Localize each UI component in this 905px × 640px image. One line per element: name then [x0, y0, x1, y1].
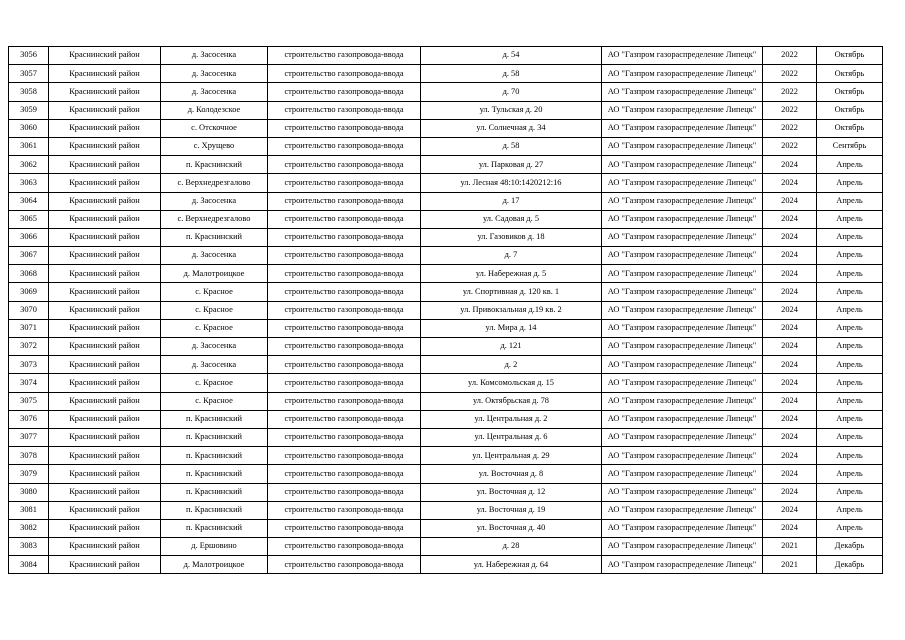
district-cell: Краснинский район — [49, 156, 161, 174]
year-cell: 2024 — [763, 319, 817, 337]
row-number-cell: 3078 — [9, 447, 49, 465]
organization-cell: АО "Газпром газораспределение Липецк" — [602, 319, 763, 337]
table-row — [9, 192, 883, 210]
district-cell: Краснинский район — [49, 356, 161, 374]
work-type-cell: строительство газопровода-ввода — [268, 338, 421, 356]
month-cell: Апрель — [817, 192, 883, 210]
work-type-cell: строительство газопровода-ввода — [268, 483, 421, 501]
month-cell: Сентябрь — [817, 137, 883, 155]
work-type-cell: строительство газопровода-ввода — [268, 465, 421, 483]
year-cell: 2024 — [763, 247, 817, 265]
address-cell: д. 58 — [421, 137, 602, 155]
row-number-cell: 3082 — [9, 519, 49, 537]
table-row — [9, 47, 883, 65]
work-type-cell: строительство газопровода-ввода — [268, 538, 421, 556]
year-cell: 2024 — [763, 501, 817, 519]
table-row — [9, 356, 883, 374]
row-number-cell: 3083 — [9, 538, 49, 556]
month-cell: Апрель — [817, 465, 883, 483]
row-number-cell: 3069 — [9, 283, 49, 301]
month-cell: Апрель — [817, 283, 883, 301]
row-number-cell: 3080 — [9, 483, 49, 501]
organization-cell: АО "Газпром газораспределение Липецк" — [602, 228, 763, 246]
row-number-cell: 3068 — [9, 265, 49, 283]
district-cell: Краснинский район — [49, 137, 161, 155]
year-cell: 2022 — [763, 65, 817, 83]
table-row — [9, 519, 883, 537]
district-cell: Краснинский район — [49, 83, 161, 101]
locality-cell: с. Хрущево — [161, 137, 268, 155]
district-cell: Краснинский район — [49, 538, 161, 556]
locality-cell: п. Краснинский — [161, 465, 268, 483]
organization-cell: АО "Газпром газораспределение Липецк" — [602, 483, 763, 501]
address-cell: д. 58 — [421, 65, 602, 83]
table-row — [9, 119, 883, 137]
table-row — [9, 428, 883, 446]
work-type-cell: строительство газопровода-ввода — [268, 319, 421, 337]
month-cell: Апрель — [817, 392, 883, 410]
row-number-cell: 3072 — [9, 338, 49, 356]
row-number-cell: 3084 — [9, 556, 49, 574]
month-cell: Апрель — [817, 410, 883, 428]
work-type-cell: строительство газопровода-ввода — [268, 65, 421, 83]
row-number-cell: 3077 — [9, 428, 49, 446]
year-cell: 2024 — [763, 483, 817, 501]
locality-cell: д. Ершовино — [161, 538, 268, 556]
row-number-cell: 3079 — [9, 465, 49, 483]
work-type-cell: строительство газопровода-ввода — [268, 356, 421, 374]
address-cell: д. 17 — [421, 192, 602, 210]
locality-cell: д. Засосенка — [161, 247, 268, 265]
address-cell: д. 54 — [421, 47, 602, 65]
work-type-cell: строительство газопровода-ввода — [268, 156, 421, 174]
district-cell: Краснинский район — [49, 65, 161, 83]
locality-cell: п. Краснинский — [161, 483, 268, 501]
work-type-cell: строительство газопровода-ввода — [268, 519, 421, 537]
address-cell: д. 28 — [421, 538, 602, 556]
address-cell: д. 121 — [421, 338, 602, 356]
table-row — [9, 501, 883, 519]
work-type-cell: строительство газопровода-ввода — [268, 501, 421, 519]
table-row — [9, 137, 883, 155]
district-cell: Краснинский район — [49, 192, 161, 210]
organization-cell: АО "Газпром газораспределение Липецк" — [602, 465, 763, 483]
work-type-cell: строительство газопровода-ввода — [268, 392, 421, 410]
row-number-cell: 3058 — [9, 83, 49, 101]
work-type-cell: строительство газопровода-ввода — [268, 447, 421, 465]
table-row — [9, 556, 883, 574]
year-cell: 2024 — [763, 465, 817, 483]
table-row — [9, 210, 883, 228]
locality-cell: с. Верхнедрезгалово — [161, 210, 268, 228]
locality-cell: с. Красное — [161, 283, 268, 301]
table-row — [9, 156, 883, 174]
row-number-cell: 3066 — [9, 228, 49, 246]
district-cell: Краснинский район — [49, 338, 161, 356]
row-number-cell: 3071 — [9, 319, 49, 337]
year-cell: 2024 — [763, 519, 817, 537]
row-number-cell: 3067 — [9, 247, 49, 265]
organization-cell: АО "Газпром газораспределение Липецк" — [602, 338, 763, 356]
organization-cell: АО "Газпром газораспределение Липецк" — [602, 301, 763, 319]
table-row — [9, 228, 883, 246]
year-cell: 2024 — [763, 410, 817, 428]
organization-cell: АО "Газпром газораспределение Липецк" — [602, 356, 763, 374]
locality-cell: д. Засосенка — [161, 83, 268, 101]
year-cell: 2024 — [763, 156, 817, 174]
address-cell: ул. Газовиков д. 18 — [421, 228, 602, 246]
row-number-cell: 3059 — [9, 101, 49, 119]
month-cell: Октябрь — [817, 101, 883, 119]
organization-cell: АО "Газпром газораспределение Липецк" — [602, 247, 763, 265]
year-cell: 2021 — [763, 538, 817, 556]
organization-cell: АО "Газпром газораспределение Липецк" — [602, 556, 763, 574]
organization-cell: АО "Газпром газораспределение Липецк" — [602, 428, 763, 446]
row-number-cell: 3065 — [9, 210, 49, 228]
locality-cell: п. Краснинский — [161, 410, 268, 428]
work-type-cell: строительство газопровода-ввода — [268, 301, 421, 319]
locality-cell: д. Засосенка — [161, 356, 268, 374]
month-cell: Октябрь — [817, 47, 883, 65]
month-cell: Апрель — [817, 374, 883, 392]
organization-cell: АО "Газпром газораспределение Липецк" — [602, 501, 763, 519]
work-type-cell: строительство газопровода-ввода — [268, 137, 421, 155]
district-cell: Краснинский район — [49, 301, 161, 319]
month-cell: Апрель — [817, 519, 883, 537]
year-cell: 2024 — [763, 338, 817, 356]
table-row — [9, 174, 883, 192]
row-number-cell: 3064 — [9, 192, 49, 210]
work-type-cell: строительство газопровода-ввода — [268, 247, 421, 265]
row-number-cell: 3056 — [9, 47, 49, 65]
year-cell: 2022 — [763, 47, 817, 65]
organization-cell: АО "Газпром газораспределение Липецк" — [602, 101, 763, 119]
year-cell: 2024 — [763, 192, 817, 210]
month-cell: Апрель — [817, 447, 883, 465]
address-cell: ул. Центральная д. 6 — [421, 428, 602, 446]
table-row — [9, 265, 883, 283]
organization-cell: АО "Газпром газораспределение Липецк" — [602, 119, 763, 137]
month-cell: Апрель — [817, 483, 883, 501]
year-cell: 2024 — [763, 374, 817, 392]
year-cell: 2022 — [763, 101, 817, 119]
organization-cell: АО "Газпром газораспределение Липецк" — [602, 392, 763, 410]
locality-cell: п. Краснинский — [161, 501, 268, 519]
address-cell: д. 2 — [421, 356, 602, 374]
month-cell: Апрель — [817, 356, 883, 374]
locality-cell: д. Малотроицкое — [161, 265, 268, 283]
address-cell: ул. Восточная д. 40 — [421, 519, 602, 537]
work-type-cell: строительство газопровода-ввода — [268, 556, 421, 574]
organization-cell: АО "Газпром газораспределение Липецк" — [602, 538, 763, 556]
table-row — [9, 101, 883, 119]
locality-cell: с. Красное — [161, 392, 268, 410]
work-type-cell: строительство газопровода-ввода — [268, 83, 421, 101]
table-row — [9, 447, 883, 465]
work-type-cell: строительство газопровода-ввода — [268, 428, 421, 446]
district-cell: Краснинский район — [49, 556, 161, 574]
locality-cell: д. Засосенка — [161, 192, 268, 210]
year-cell: 2024 — [763, 174, 817, 192]
year-cell: 2024 — [763, 283, 817, 301]
organization-cell: АО "Газпром газораспределение Липецк" — [602, 283, 763, 301]
year-cell: 2024 — [763, 392, 817, 410]
table-row — [9, 283, 883, 301]
month-cell: Октябрь — [817, 83, 883, 101]
year-cell: 2024 — [763, 228, 817, 246]
gas-connection-table — [8, 46, 883, 574]
table-row — [9, 410, 883, 428]
month-cell: Апрель — [817, 265, 883, 283]
locality-cell: с. Отскочное — [161, 119, 268, 137]
month-cell: Апрель — [817, 301, 883, 319]
row-number-cell: 3074 — [9, 374, 49, 392]
locality-cell: д. Малотроицкое — [161, 556, 268, 574]
organization-cell: АО "Газпром газораспределение Липецк" — [602, 174, 763, 192]
month-cell: Апрель — [817, 501, 883, 519]
district-cell: Краснинский район — [49, 210, 161, 228]
locality-cell: п. Краснинский — [161, 228, 268, 246]
month-cell: Апрель — [817, 174, 883, 192]
organization-cell: АО "Газпром газораспределение Липецк" — [602, 47, 763, 65]
district-cell: Краснинский район — [49, 319, 161, 337]
address-cell: ул. Восточная д. 12 — [421, 483, 602, 501]
address-cell: ул. Центральная д. 29 — [421, 447, 602, 465]
organization-cell: АО "Газпром газораспределение Липецк" — [602, 137, 763, 155]
year-cell: 2024 — [763, 428, 817, 446]
row-number-cell: 3060 — [9, 119, 49, 137]
address-cell: ул. Комсомольская д. 15 — [421, 374, 602, 392]
locality-cell: д. Засосенка — [161, 65, 268, 83]
district-cell: Краснинский район — [49, 119, 161, 137]
district-cell: Краснинский район — [49, 428, 161, 446]
address-cell: ул. Парковая д. 27 — [421, 156, 602, 174]
address-cell: д. 7 — [421, 247, 602, 265]
district-cell: Краснинский район — [49, 283, 161, 301]
district-cell: Краснинский район — [49, 265, 161, 283]
work-type-cell: строительство газопровода-ввода — [268, 192, 421, 210]
table-row — [9, 483, 883, 501]
locality-cell: с. Красное — [161, 301, 268, 319]
district-cell: Краснинский район — [49, 447, 161, 465]
work-type-cell: строительство газопровода-ввода — [268, 101, 421, 119]
organization-cell: АО "Газпром газораспределение Липецк" — [602, 519, 763, 537]
work-type-cell: строительство газопровода-ввода — [268, 174, 421, 192]
district-cell: Краснинский район — [49, 410, 161, 428]
address-cell: ул. Октябрьская д. 78 — [421, 392, 602, 410]
district-cell: Краснинский район — [49, 47, 161, 65]
district-cell: Краснинский район — [49, 174, 161, 192]
year-cell: 2024 — [763, 447, 817, 465]
work-type-cell: строительство газопровода-ввода — [268, 265, 421, 283]
locality-cell: п. Краснинский — [161, 428, 268, 446]
address-cell: ул. Набережная д. 5 — [421, 265, 602, 283]
locality-cell: п. Краснинский — [161, 519, 268, 537]
address-cell: ул. Солнечная д. 34 — [421, 119, 602, 137]
locality-cell: п. Краснинский — [161, 447, 268, 465]
district-cell: Краснинский район — [49, 392, 161, 410]
work-type-cell: строительство газопровода-ввода — [268, 410, 421, 428]
work-type-cell: строительство газопровода-ввода — [268, 374, 421, 392]
address-cell: ул. Мира д. 14 — [421, 319, 602, 337]
year-cell: 2021 — [763, 556, 817, 574]
locality-cell: с. Красное — [161, 374, 268, 392]
row-number-cell: 3057 — [9, 65, 49, 83]
table-row — [9, 65, 883, 83]
month-cell: Декабрь — [817, 556, 883, 574]
table-row — [9, 465, 883, 483]
address-cell: ул. Восточная д. 8 — [421, 465, 602, 483]
organization-cell: АО "Газпром газораспределение Липецк" — [602, 374, 763, 392]
month-cell: Октябрь — [817, 65, 883, 83]
table-row — [9, 247, 883, 265]
organization-cell: АО "Газпром газораспределение Липецк" — [602, 65, 763, 83]
address-cell: д. 70 — [421, 83, 602, 101]
row-number-cell: 3070 — [9, 301, 49, 319]
row-number-cell: 3073 — [9, 356, 49, 374]
table-row — [9, 392, 883, 410]
district-cell: Краснинский район — [49, 465, 161, 483]
district-cell: Краснинский район — [49, 374, 161, 392]
table-row — [9, 374, 883, 392]
district-cell: Краснинский район — [49, 228, 161, 246]
document-page — [8, 46, 882, 574]
year-cell: 2022 — [763, 137, 817, 155]
organization-cell: АО "Газпром газораспределение Липецк" — [602, 447, 763, 465]
month-cell: Апрель — [817, 228, 883, 246]
locality-cell: д. Засосенка — [161, 47, 268, 65]
year-cell: 2022 — [763, 83, 817, 101]
year-cell: 2022 — [763, 119, 817, 137]
month-cell: Апрель — [817, 210, 883, 228]
address-cell: ул. Восточная д. 19 — [421, 501, 602, 519]
work-type-cell: строительство газопровода-ввода — [268, 283, 421, 301]
district-cell: Краснинский район — [49, 247, 161, 265]
district-cell: Краснинский район — [49, 101, 161, 119]
row-number-cell: 3075 — [9, 392, 49, 410]
row-number-cell: 3081 — [9, 501, 49, 519]
address-cell: ул. Спортивная д. 120 кв. 1 — [421, 283, 602, 301]
locality-cell: п. Краснинский — [161, 156, 268, 174]
month-cell: Апрель — [817, 428, 883, 446]
year-cell: 2024 — [763, 265, 817, 283]
row-number-cell: 3063 — [9, 174, 49, 192]
organization-cell: АО "Газпром газораспределение Липецк" — [602, 156, 763, 174]
year-cell: 2024 — [763, 210, 817, 228]
locality-cell: с. Красное — [161, 319, 268, 337]
district-cell: Краснинский район — [49, 519, 161, 537]
table-row — [9, 319, 883, 337]
month-cell: Апрель — [817, 247, 883, 265]
address-cell: ул. Центральная д. 2 — [421, 410, 602, 428]
month-cell: Апрель — [817, 156, 883, 174]
row-number-cell: 3076 — [9, 410, 49, 428]
district-cell: Краснинский район — [49, 501, 161, 519]
work-type-cell: строительство газопровода-ввода — [268, 119, 421, 137]
table-row — [9, 338, 883, 356]
work-type-cell: строительство газопровода-ввода — [268, 228, 421, 246]
locality-cell: д. Засосенка — [161, 338, 268, 356]
work-type-cell: строительство газопровода-ввода — [268, 47, 421, 65]
year-cell: 2024 — [763, 301, 817, 319]
year-cell: 2024 — [763, 356, 817, 374]
organization-cell: АО "Газпром газораспределение Липецк" — [602, 410, 763, 428]
address-cell: ул. Тульская д. 20 — [421, 101, 602, 119]
district-cell: Краснинский район — [49, 483, 161, 501]
address-cell: ул. Набережная д. 64 — [421, 556, 602, 574]
month-cell: Октябрь — [817, 119, 883, 137]
month-cell: Апрель — [817, 338, 883, 356]
organization-cell: АО "Газпром газораспределение Липецк" — [602, 192, 763, 210]
address-cell: ул. Привокзальная д.19 кв. 2 — [421, 301, 602, 319]
address-cell: ул. Лесная 48:10:1420212:16 — [421, 174, 602, 192]
row-number-cell: 3062 — [9, 156, 49, 174]
table-row — [9, 538, 883, 556]
address-cell: ул. Садовая д. 5 — [421, 210, 602, 228]
table-row — [9, 83, 883, 101]
row-number-cell: 3061 — [9, 137, 49, 155]
locality-cell: д. Колодезское — [161, 101, 268, 119]
table-body — [9, 47, 883, 574]
organization-cell: АО "Газпром газораспределение Липецк" — [602, 210, 763, 228]
work-type-cell: строительство газопровода-ввода — [268, 210, 421, 228]
month-cell: Декабрь — [817, 538, 883, 556]
month-cell: Апрель — [817, 319, 883, 337]
table-row — [9, 301, 883, 319]
organization-cell: АО "Газпром газораспределение Липецк" — [602, 265, 763, 283]
organization-cell: АО "Газпром газораспределение Липецк" — [602, 83, 763, 101]
locality-cell: с. Верхнедрезгалово — [161, 174, 268, 192]
